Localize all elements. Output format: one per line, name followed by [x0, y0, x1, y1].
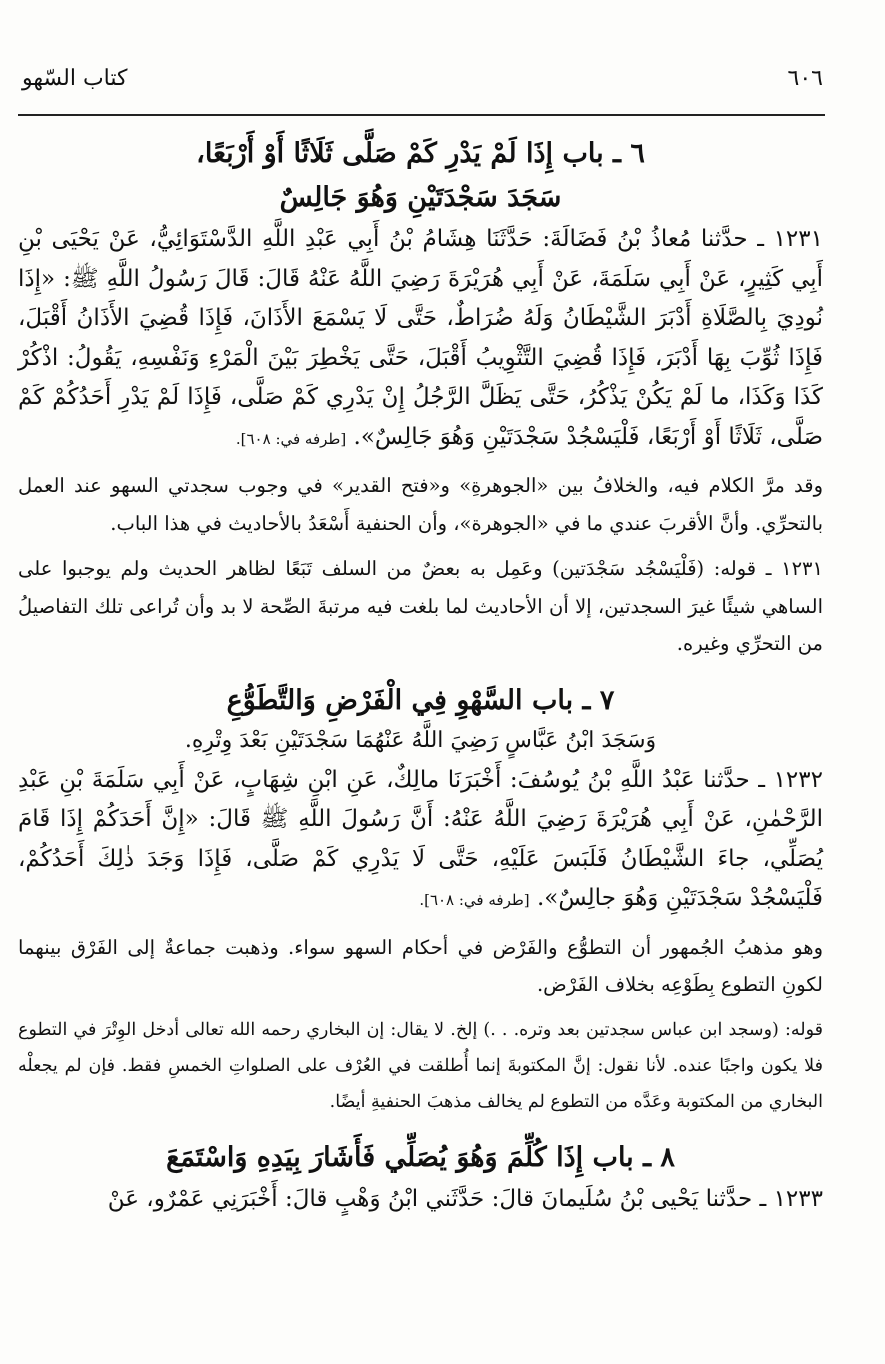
section-7 — [18, 679, 823, 1120]
chapter-heading: ٦ ـ باب إِذَا لَمْ يَدْرِ كَمْ صَلَّى ثَلَاثًا أَوْ أَرْبَعًا، — [196, 138, 645, 169]
commentary-paragraph: وقد مرَّ الكلام فيه، والخلافُ بين «الجوهرةِ» و«فتح القدير» في وجوب سجدتي السهو عند العمل بالتحرِّي. وأنَّ الأقربَ عندي ما في «الجوهرة»، وأن الحنفية أَسْعَدُ بالأحاديث في هذا الباب. — [18, 474, 823, 535]
chapter-subtitle: وَسَجَدَ ابْنُ عَبَّاسٍ رَضِيَ اللَّهُ عَنْهُمَا سَجْدَتَيْنِ بَعْدَ وِتْرِهِ. — [184, 727, 657, 753]
section-8 — [18, 1136, 823, 1220]
hadith-text — [18, 761, 823, 921]
hadith-body: ١٢٣٣ ـ حدَّثنا يَحْيى بْنُ سُلَيمانَ قالَ: حَدَّثَني ابْنُ وَهْبٍ قالَ: أَخْبَرَنِي عَمْرٌو، عَنْ — [107, 1185, 823, 1212]
commentary-paragraph: وهو مذهبُ الجُمهور أن التطوُّع والفَرْض في أحكام السهو سواء. وذهبت جماعةٌ إلى الفَرْق بينهما لكونِ التطوع بِطَوْعِه بخلاف الفَرْض. — [18, 935, 823, 996]
cross-reference: [طرفه في: ٦٠٨]. — [419, 891, 530, 909]
hadith-body: ١٢٣٢ ـ حدَّثنا عَبْدُ اللَّهِ بْنُ يُوسُفَ: أَخْبَرَنَا مالِكٌ، عَنِ ابْنِ شِهَابٍ، عَنْ أَبِي سَلَمَةَ بْنِ عَبْدِ الرَّحْمٰنِ، عَنْ أَبِي هُرَيْرَةَ رَضِيَ اللَّهُ عَنْهُ: أَنَّ رَسُولَ اللَّهِ ﷺ قَالَ: «إِنَّ أَحَدَكُمْ إِذَا قَامَ يُصَلِّي، جاءَ الشَّيْطَانُ فَلَبَسَ عَلَيْهِ، حَتَّى لَا يَدْرِي كَمْ صَلَّى، فَإِذَا وَجَدَ ذٰلِكَ أَحَدُكُمْ، فَلْيَسْجُدْ سَجْدَتَيْنِ وَهُوَ جالِسٌ». — [18, 766, 823, 911]
chapter-heading: ٨ ـ باب إِذَا كُلِّمَ وَهُوَ يُصَلِّي فَأَشَارَ بِيَدِهِ وَاسْتَمَعَ — [166, 1141, 675, 1173]
page-number: ٦٠٦ — [787, 66, 823, 91]
hadith-text — [18, 220, 823, 459]
running-header — [22, 66, 823, 91]
cross-reference: [طرفه في: ٦٠٨]. — [235, 429, 347, 448]
chapter-heading: ٧ ـ باب السَّهْوِ فِي الْفَرْضِ وَالتَّطَوُّعِ — [226, 684, 615, 716]
book-title: كتاب السّهو — [22, 66, 128, 91]
commentary-paragraph: قوله: (وسجد ابن عباس سجدتين بعد وتره. . .) إلخ. لا يقال: إن البخاري رحمه الله تعالى أدخل الوِتْرَ في التطوع فلا يكون واجبًا عنده. لأنا نقول: إنَّ المكتوبةَ إنما أُطلقت في العُرْف على الصلواتِ الخمسِ فقط. فإن لم يجعلْه البخاري من المكتوبة وعَدَّه من التطوع لم يخالف مذهبَ الحنفيةِ أيضًا. — [18, 1019, 823, 1112]
hadith-body: ١٢٣١ ـ حدَّثنا مُعاذُ بْنُ فَضَالَةَ: حَدَّثَنَا هِشَامُ بْنُ أَبِي عَبْدِ اللَّهِ الدَّسْتَوَائِيُّ، عَنْ يَحْيَى بْنِ أَبِي كَثِيرٍ، عَنْ أَبِي سَلَمَةَ، عَنْ أَبِي هُرَيْرَةَ رَضِيَ اللَّهُ عَنْهُ قَالَ: قَالَ رَسُولُ اللَّهِ ﷺ: «إِذَا نُودِيَ بِالصَّلَاةِ أَدْبَرَ الشَّيْطَانُ وَلَهُ ضُرَاطٌ، حَتَّى لَا يَسْمَعَ الأَذَانَ، فَإِذَا قُضِيَ الأَذَانُ أَقْبَلَ، فَإِذَا ثُوِّبَ بِهَا أَدْبَرَ، فَإِذَا قُضِيَ التَّثْوِيبُ أَقْبَلَ، حَتَّى يَخْطِرَ بَيْنَ الْمَرْءِ وَنَفْسِهِ، يَقُولُ: اذْكُرْ كَذَا وَكَذَا، ما لَمْ يَكُنْ يَذْكُرُ، حَتَّى يَظَلَّ الرَّجُلُ إِنْ يَدْرِي كَمْ صَلَّى، فَإِذَا لَمْ يَدْرِ أَحَدُكُمْ كَمْ صَلَّى، ثَلَاثًا أَوْ أَرْبَعًا، فَلْيَسْجُدْ سَجْدَتَيْنِ وَهُوَ جَالِسٌ». — [18, 226, 823, 450]
page-content — [18, 132, 823, 1225]
chapter-heading-continuation: سَجَدَ سَجْدَتَيْنِ وَهُوَ جَالِسٌ — [279, 182, 562, 213]
hadith-text — [18, 1180, 823, 1220]
section-6 — [18, 132, 823, 663]
commentary-paragraph: ١٢٣١ ـ قوله: (فَلْيَسْجُد سَجْدَتين) وعَمِل به بعضٌ من السلف تَبَعًا لظاهر الحديث ولم يوجبوا على الساهي شيئًا غيرَ السجدتين، إلا أن الأحاديث لما بلغت فيه مرتبةَ الصِّحة لا بد وأن تُراعى تلك التفاصيلُ من التحرِّي وغيره. — [18, 557, 823, 655]
header-rule — [18, 114, 825, 116]
